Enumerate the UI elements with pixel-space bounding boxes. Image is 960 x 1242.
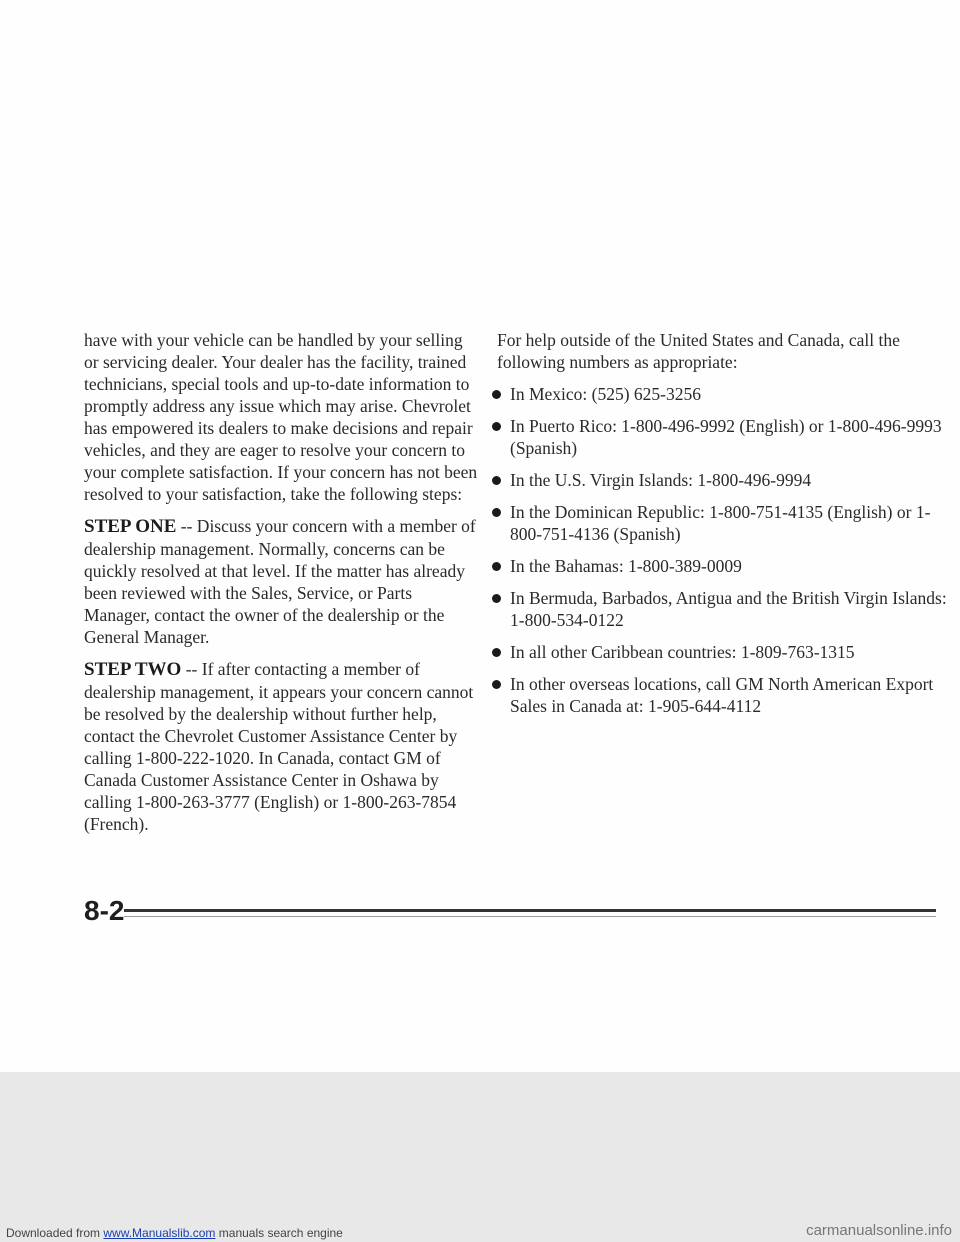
list-item xyxy=(497,641,947,663)
bullet-icon xyxy=(492,422,501,431)
bullet-icon xyxy=(492,476,501,485)
list-item-text: In the Bahamas: 1-800-389-0009 xyxy=(510,556,742,576)
step-one-paragraph xyxy=(84,515,480,648)
list-item-text: In other overseas locations, call GM North American Export Sales in Canada at: 1-905-644-4112 xyxy=(510,674,934,716)
credit-prefix: Downloaded from xyxy=(6,1226,104,1240)
left-column xyxy=(84,329,480,845)
step-two-label: STEP TWO xyxy=(84,659,182,680)
bullet-icon xyxy=(492,648,501,657)
list-item-text: In all other Caribbean countries: 1-809-763-1315 xyxy=(510,642,855,662)
bullet-icon xyxy=(492,390,501,399)
list-item-text: In the Dominican Republic: 1-800-751-4135 (English) or 1-800-751-4136 (Spanish) xyxy=(510,502,931,544)
intro-paragraph: have with your vehicle can be handled by your selling or servicing dealer. Your dealer has the facility, trained technicians, special tools and up-to-date information to promptly address any issue which may arise. Chevrolet has empowered its dealers to make decisions and repair vehicles, and they are eager to resolve your concern to your complete satisfaction. If your concern has not been resolved to your satisfaction, take the following steps: xyxy=(84,330,478,504)
list-item xyxy=(497,673,947,717)
footer-rule xyxy=(124,909,936,912)
bullet-icon xyxy=(492,562,501,571)
bullet-icon xyxy=(492,508,501,517)
bullet-icon xyxy=(492,594,501,603)
list-item xyxy=(497,555,947,577)
right-column xyxy=(497,329,947,727)
help-intro: For help outside of the United States and Canada, call the following numbers as appropriate: xyxy=(497,330,900,372)
page-number: 8-2 xyxy=(84,895,125,926)
list-item xyxy=(497,383,947,405)
list-item-text: In Mexico: (525) 625-3256 xyxy=(510,384,702,404)
step-two-paragraph xyxy=(84,658,480,835)
list-item xyxy=(497,501,947,545)
footer-band xyxy=(0,1072,960,1242)
list-item-text: In Puerto Rico: 1-800-496-9992 (English) or 1-800-496-9993 (Spanish) xyxy=(510,416,942,458)
watermark: carmanualsonline.info xyxy=(806,1222,952,1239)
footer-rule-thin xyxy=(124,916,936,917)
list-item-text: In the U.S. Virgin Islands: 1-800-496-9994 xyxy=(510,470,812,490)
list-item-text: In Bermuda, Barbados, Antigua and the British Virgin Islands: 1-800-534-0122 xyxy=(510,588,947,630)
step-one-text: -- Discuss your concern with a member of dealership management. Normally, concerns can be quickly resolved at that level. If the matter has already been reviewed with the Sales, Service, or Parts Manager, contact the owner of the dealership or the General Manager. xyxy=(84,516,476,647)
credit-suffix: manuals search engine xyxy=(215,1226,343,1240)
download-credit xyxy=(6,1226,343,1240)
list-item xyxy=(497,587,947,631)
list-item xyxy=(497,415,947,459)
contact-list xyxy=(497,383,947,717)
bullet-icon xyxy=(492,680,501,689)
manualslib-link[interactable]: www.Manualslib.com xyxy=(103,1226,216,1240)
step-one-label: STEP ONE xyxy=(84,516,177,537)
list-item xyxy=(497,469,947,491)
step-two-text: -- If after contacting a member of dealership management, it appears your concern cannot be resolved by the dealership without further help, contact the Chevrolet Customer Assistance Center by calling 1-800-222-1020. In Canada, contact GM of Canada Customer Assistance Center in Oshawa by calling 1-800-263-3777 (English) or 1-800-263-7854 (French). xyxy=(84,659,474,834)
